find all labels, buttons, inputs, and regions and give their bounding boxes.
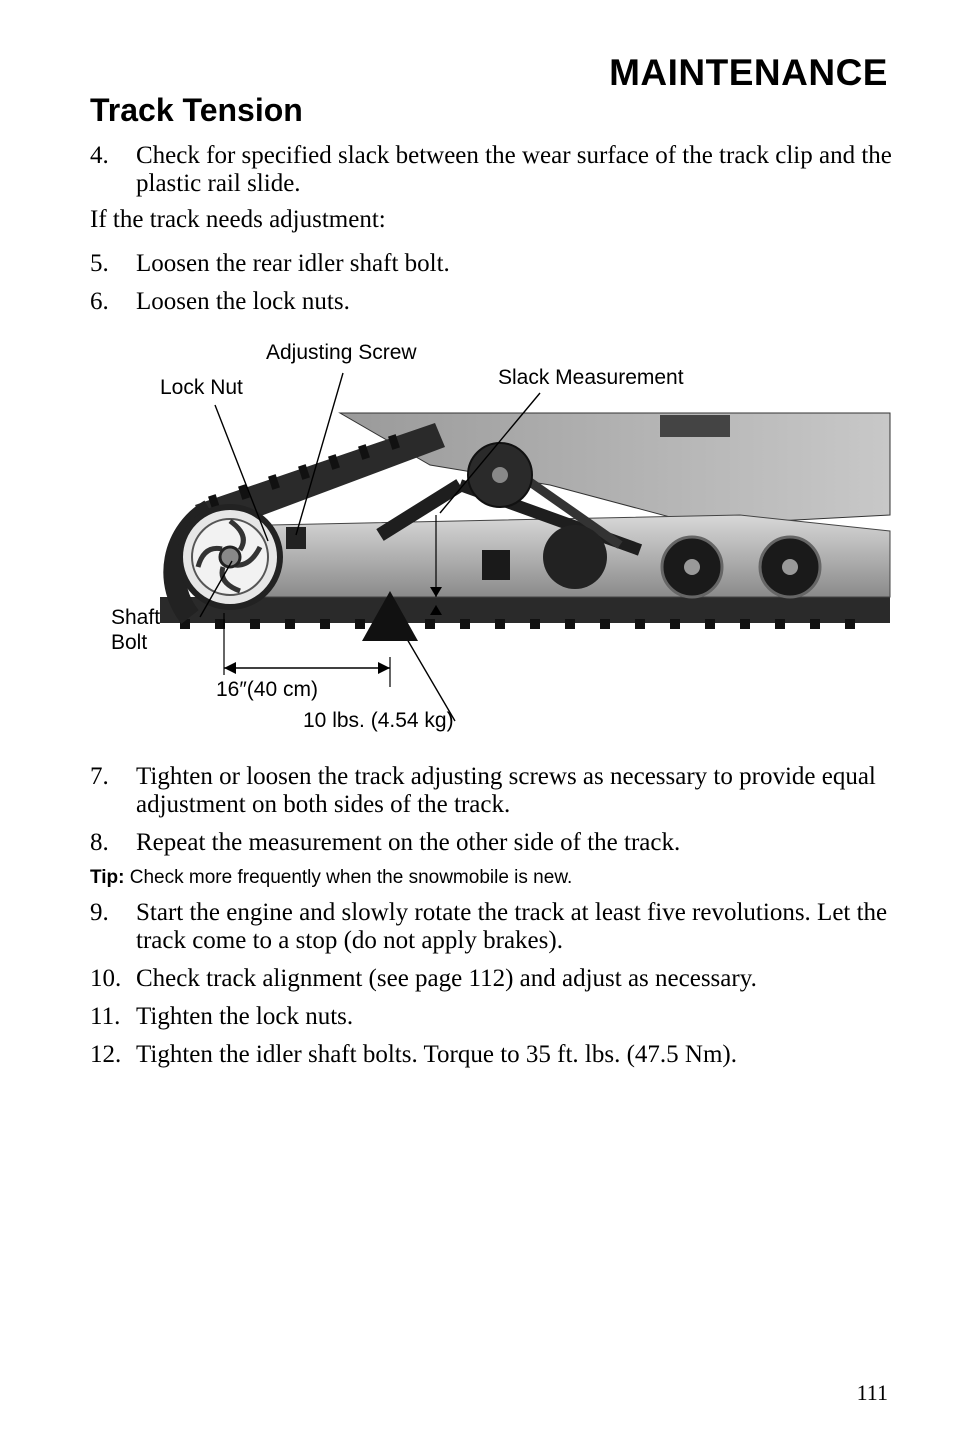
label-shaft-bolt-line-2: Bolt: [111, 631, 148, 654]
step-number: 6.: [90, 288, 109, 315]
step-9: [90, 899, 890, 959]
step-5: [90, 250, 890, 280]
step-6: [90, 288, 890, 318]
step-11: [90, 1003, 890, 1033]
step-4: [90, 142, 890, 202]
label-weight: 10 lbs. (4.54 kg): [303, 709, 454, 732]
center-block: [482, 550, 510, 580]
step-number: 4.: [90, 142, 109, 169]
label-slack-measurement: Slack Measurement: [498, 366, 684, 389]
label-shaft-bolt-line-1: Shaft: [111, 606, 161, 629]
tip-label: Tip:: [90, 867, 125, 888]
page-number: 111: [856, 1380, 888, 1405]
adjuster-block: [286, 527, 306, 549]
step-number: 5.: [90, 250, 109, 277]
step-number: 7.: [90, 763, 109, 790]
step-text: Check track alignment (see page 112) and adjust as necessary.: [136, 965, 757, 992]
step-text: Start the engine and slowly rotate the track at least five revolutions. Let the track come to a stop (do not apply brakes).: [136, 899, 888, 954]
label-adjusting-screw: Adjusting Screw: [266, 341, 417, 364]
bogie-wheel: [543, 525, 607, 589]
step-number: 11.: [90, 1003, 121, 1030]
step-text: Check for specified slack between the wear surface of the track clip and the plastic rail slide.: [136, 142, 892, 197]
page-heading: Track Tension: [90, 92, 303, 128]
step-number: 9.: [90, 899, 109, 926]
decal: [660, 415, 730, 437]
tip-note: [90, 867, 572, 889]
step-number: 12.: [90, 1041, 122, 1068]
section-title: MAINTENANCE: [609, 52, 888, 93]
step-text: Tighten the idler shaft bolts. Torque to 35 ft. lbs. (47.5 Nm).: [136, 1041, 737, 1068]
step-text: Tighten the lock nuts.: [136, 1003, 354, 1030]
step-10: [90, 965, 890, 995]
label-lock-nut: Lock Nut: [160, 376, 243, 399]
step-number: 8.: [90, 829, 109, 856]
step-8: [90, 829, 890, 859]
tip-text: Check more frequently when the snowmobile is new.: [129, 867, 573, 888]
track-tension-figure: [100, 335, 900, 745]
adjust-intro: If the track needs adjustment:: [90, 206, 386, 233]
label-distance: 16″(40 cm): [216, 678, 318, 701]
step-text: Loosen the rear idler shaft bolt.: [136, 250, 450, 277]
step-text: Tighten or loosen the track adjusting screws as necessary to provide equal adjustment on both sides of the track.: [136, 763, 876, 818]
step-number: 10.: [90, 965, 122, 992]
step-12: [90, 1041, 890, 1071]
step-7: [90, 763, 890, 823]
step-text: Repeat the measurement on the other side of the track.: [136, 829, 681, 856]
step-text: Loosen the lock nuts.: [136, 288, 350, 315]
